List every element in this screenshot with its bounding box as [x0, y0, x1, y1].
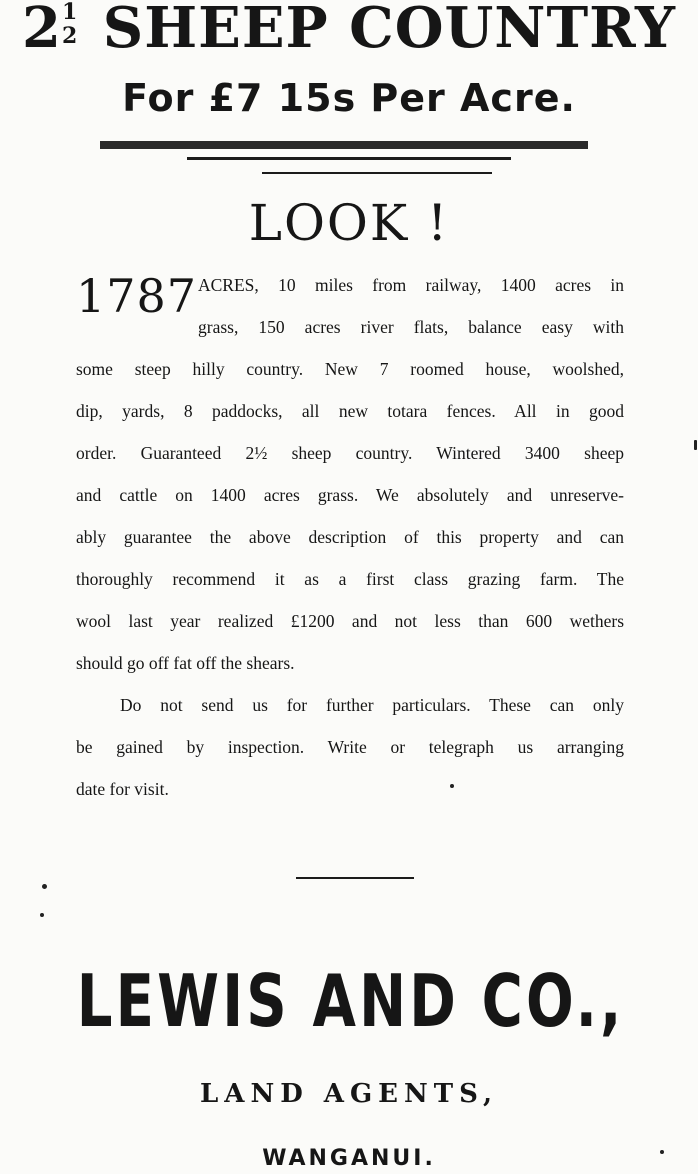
ink-speck — [450, 784, 454, 788]
body-line: and cattle on 1400 acres grass. We absolutely and unreserve- — [76, 485, 624, 505]
divider-thin — [262, 172, 492, 174]
body-line: thoroughly recommend it as a first class grazing farm. The — [76, 569, 624, 589]
body-line: ably guarantee the above description of this property and can — [76, 527, 624, 547]
body-line: grass, 150 acres river flats, balance easy with — [198, 317, 624, 337]
body-line: wool last year realized £1200 and not less than 600 wethers — [76, 611, 624, 631]
ink-speck — [40, 913, 44, 917]
paragraph-1-opening — [198, 264, 624, 348]
agency-town: WANGANUI. — [262, 1146, 436, 1171]
headline-fraction — [62, 0, 78, 48]
ink-speck — [694, 440, 697, 450]
fraction-denominator: 2 — [61, 23, 79, 49]
body-line: date for visit. — [76, 779, 169, 799]
body-line: be gained by inspection. Write or telegraph us arranging — [76, 737, 624, 757]
paragraph-1 — [76, 348, 624, 684]
body-line: Do not send us for further particulars. These can only — [120, 695, 624, 715]
paragraph-2 — [76, 684, 624, 810]
body-line: should go off fat off the shears. — [76, 653, 295, 673]
price-subheadline: For £7 15s Per Acre. — [122, 76, 576, 120]
headline-text: SHEEP COUNTRY — [102, 0, 676, 61]
divider-short — [296, 877, 414, 879]
body-line: dip, yards, 8 paddocks, all new totara fences. All in good — [76, 401, 624, 421]
fraction-numerator: 1 — [61, 0, 79, 25]
body-line: ACRES, 10 miles from railway, 1400 acres in — [198, 275, 624, 295]
divider-medium — [187, 157, 511, 160]
look-heading: LOOK ! — [248, 194, 450, 252]
agency-role: LAND AGENTS, — [199, 1079, 499, 1109]
body-line: some steep hilly country. New 7 roomed house, woolshed, — [76, 359, 624, 379]
acreage-dropcap: 1787 — [76, 269, 198, 323]
divider-thick — [100, 141, 588, 149]
headline — [0, 0, 698, 61]
agency-name: LEWIS AND CO., — [76, 959, 625, 1043]
headline-whole-number: 2 — [22, 0, 62, 61]
ink-speck — [660, 1150, 664, 1154]
body-line: order. Guaranteed 2½ sheep country. Wintered 3400 sheep — [76, 443, 624, 463]
ink-speck — [42, 884, 47, 889]
